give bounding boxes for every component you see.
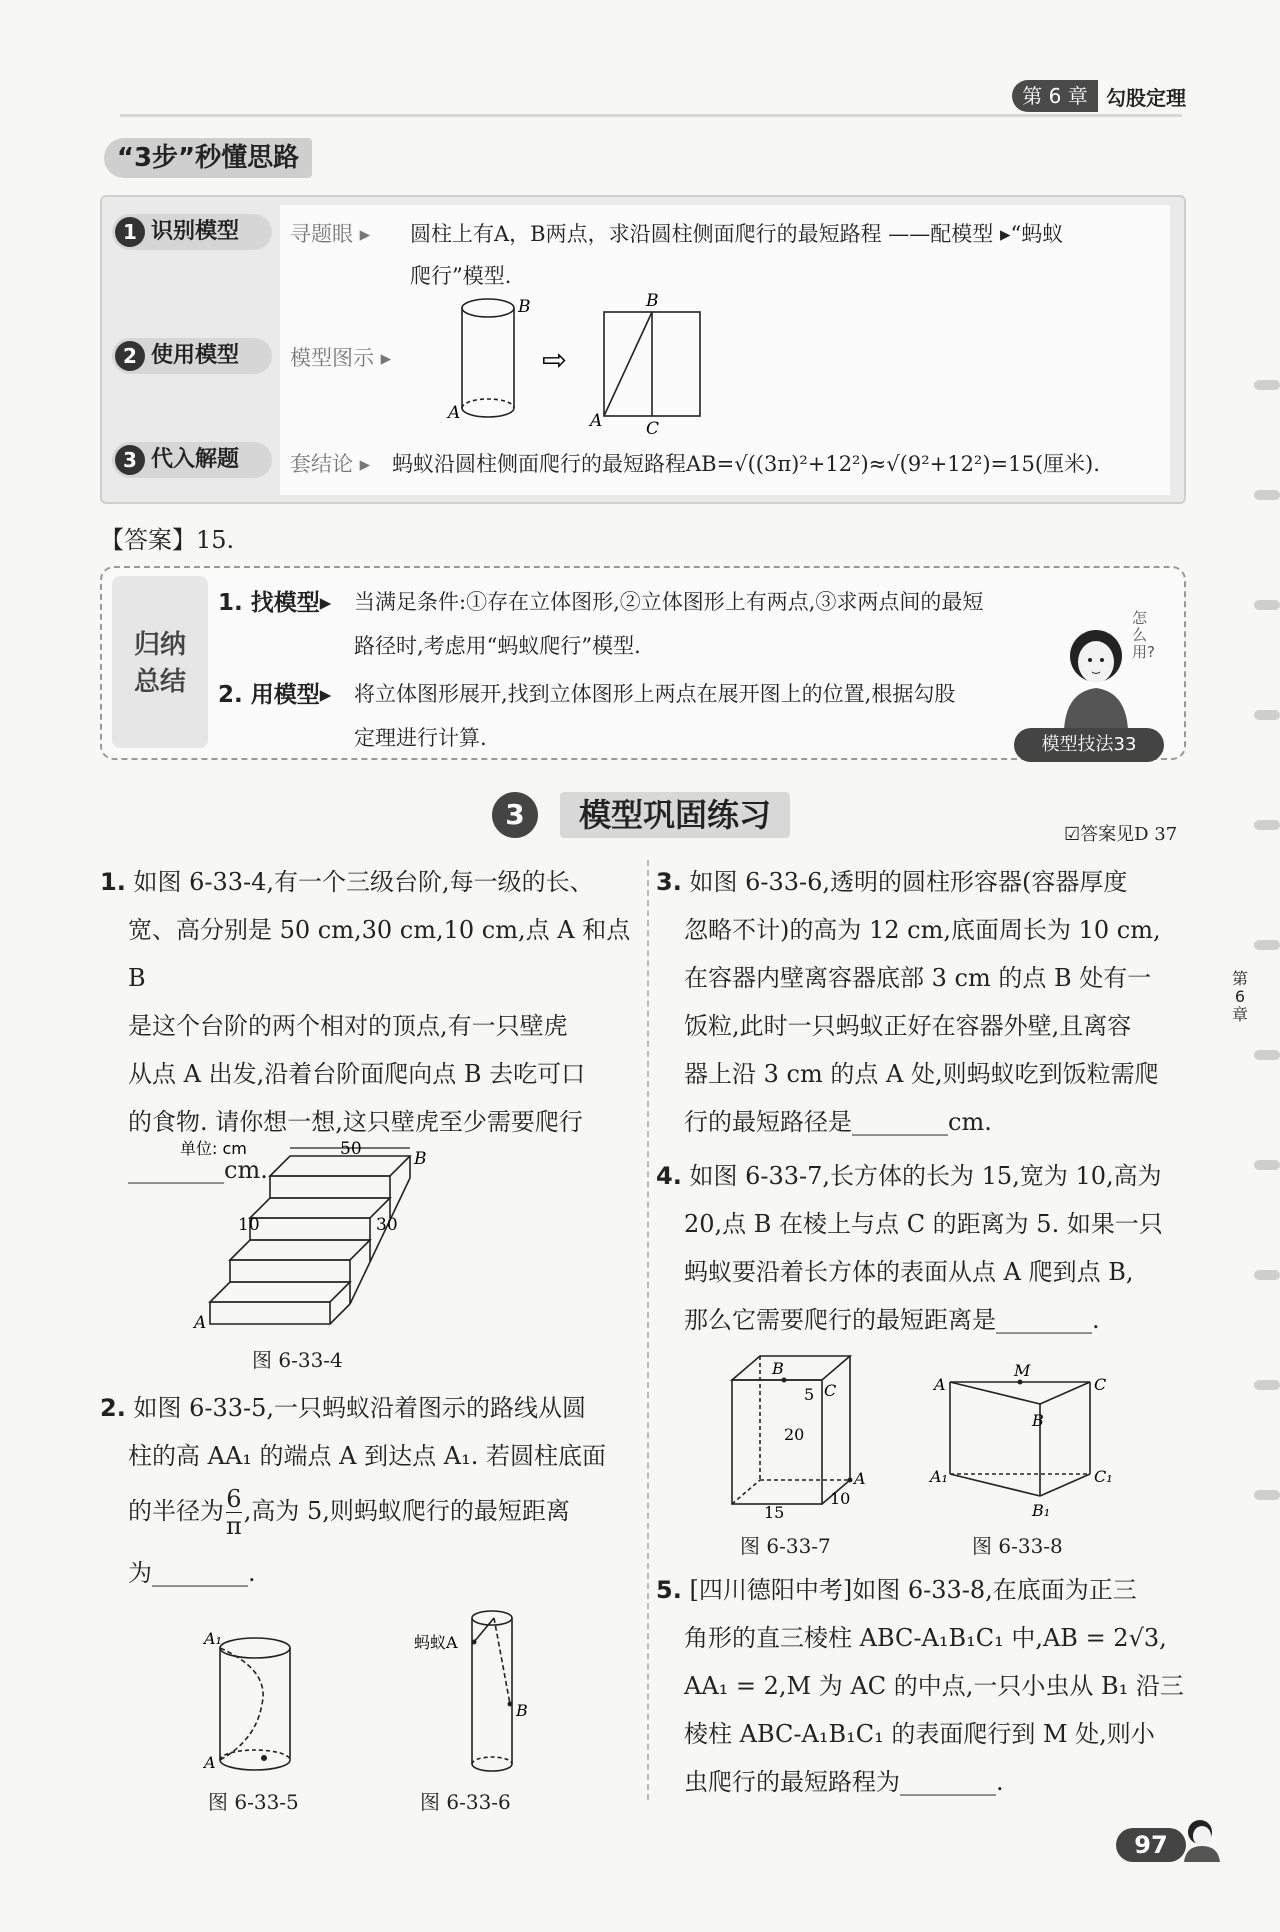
step-badge-solve bbox=[112, 442, 272, 478]
question-line: 是这个台阶的两个相对的顶点,有一只壁虎 bbox=[128, 1012, 568, 1040]
question-number: 5. bbox=[656, 1576, 682, 1604]
model-figure bbox=[440, 290, 720, 440]
question-line: 那么它需要爬行的最短距离是________. bbox=[684, 1306, 1100, 1334]
label-A: A bbox=[448, 403, 461, 423]
question-line: 在容器内壁离容器底部 3 cm 的点 B 处有一 bbox=[684, 964, 1152, 992]
edge-mark bbox=[1254, 490, 1280, 500]
step-label: 使用模型 bbox=[151, 343, 240, 368]
unit-label: 单位: cm bbox=[180, 1139, 247, 1158]
unrolled-rectangle bbox=[604, 312, 700, 416]
figure-caption: 图 6-33-7 bbox=[740, 1534, 831, 1558]
step-number: 3 bbox=[115, 445, 145, 475]
summary-find-text-cont: 路径时,考虑用“蚂蚁爬行”模型. bbox=[354, 634, 641, 658]
summary-use-text-cont: 定理进行计算. bbox=[354, 726, 487, 750]
label-5: 5 bbox=[804, 1385, 815, 1404]
page-number: 97 bbox=[1116, 1828, 1186, 1862]
figure-caption: 图 6-33-8 bbox=[972, 1534, 1063, 1558]
label-B: B bbox=[518, 297, 531, 317]
label-ant-A: 蚂蚁A bbox=[414, 1633, 458, 1652]
question-line: 角形的直三棱柱 ABC-A₁B₁C₁ 中,AB = 2√3, bbox=[684, 1624, 1167, 1652]
question-line: 虫爬行的最短路程为________. bbox=[684, 1768, 1004, 1796]
summary-use-heading: 2. 用模型▸ bbox=[218, 682, 332, 708]
girl-illustration bbox=[1050, 612, 1142, 730]
section-number: 3 bbox=[492, 792, 538, 838]
label-A: A bbox=[590, 411, 603, 431]
question-line: 5. [四川德阳中考]如图 6-33-8,在底面为正三 bbox=[656, 1576, 1137, 1604]
width-label: 30 bbox=[376, 1215, 398, 1235]
figure-6-33-6-cylinder bbox=[412, 1604, 532, 1780]
technique-badge: 模型技法33 bbox=[1014, 728, 1164, 762]
label-20: 20 bbox=[784, 1425, 805, 1444]
question-line: 忽略不计)的高为 12 cm,底面周长为 10 cm, bbox=[684, 916, 1161, 944]
length-label: 50 bbox=[340, 1139, 362, 1159]
summary-label-line1: 归纳 bbox=[133, 630, 186, 660]
question-line: 从点 A 出发,沿着台阶面爬向点 B 去吃可口 bbox=[128, 1060, 586, 1088]
step-number: 1 bbox=[115, 217, 145, 247]
figure-6-33-8-prism bbox=[930, 1361, 1113, 1522]
figure-6-33-7-box bbox=[720, 1350, 870, 1520]
question-line: 饭粒,此时一只蚂蚁正好在容器外壁,且离容 bbox=[684, 1012, 1132, 1040]
question-line: 20,点 B 在棱上与点 C 的距离为 5. 如果一只 bbox=[684, 1210, 1163, 1238]
question-line: 器上沿 3 cm 的点 A 处,则蚂蚁吃到饭粒需爬 bbox=[684, 1060, 1159, 1088]
step-number: 2 bbox=[115, 341, 145, 371]
question-line: 行的最短路径是________cm. bbox=[684, 1108, 992, 1136]
step3-text: 蚂蚁沿圆柱侧面爬行的最短路程AB=√((3π)²+12²)≈√(9²+12²)=15(厘米). bbox=[392, 452, 1100, 476]
answer: 【答案】15. bbox=[100, 526, 235, 554]
height-label: 10 bbox=[238, 1215, 260, 1235]
summary-find-heading: 1. 找模型▸ bbox=[218, 590, 332, 616]
question-line: 棱柱 ABC-A₁B₁C₁ 的表面爬行到 M 处,则小 bbox=[684, 1720, 1155, 1748]
summary-label-line2: 总结 bbox=[133, 667, 186, 697]
label-C: C bbox=[646, 419, 660, 439]
label-A: A bbox=[194, 1313, 207, 1333]
question-line: 的半径为 $\frac{6}{\pi}$ ,高为 5,则蚂蚁爬行的最短距离 bbox=[128, 1485, 570, 1540]
step-badge-identify bbox=[112, 214, 272, 250]
figure-caption: 图 6-33-6 bbox=[420, 1790, 511, 1814]
question-5 bbox=[656, 1566, 1216, 1806]
edge-mark bbox=[1254, 1160, 1280, 1170]
label-A: A bbox=[854, 1469, 866, 1488]
label-B: B bbox=[414, 1149, 427, 1169]
question-line: 3. 如图 6-33-6,透明的圆柱形容器(容器厚度 bbox=[656, 868, 1128, 896]
question-2 bbox=[100, 1384, 640, 1597]
edge-mark bbox=[1254, 1380, 1280, 1390]
label-C: C bbox=[824, 1381, 837, 1400]
question-number: 4. bbox=[656, 1162, 682, 1190]
question-line: 1. 如图 6-33-4,有一个三级台阶,每一级的长、 bbox=[100, 868, 594, 896]
label-A1: A₁ bbox=[204, 1629, 222, 1648]
question-number: 1. bbox=[100, 868, 126, 896]
question-line: 柱的高 AA₁ 的端点 A 到达点 A₁. 若圆柱底面 bbox=[128, 1442, 606, 1470]
edge-mark bbox=[1254, 710, 1280, 720]
question-line: 宽、高分别是 50 cm,30 cm,10 cm,点 A 和点 B bbox=[128, 916, 631, 992]
summary-find-text: 当满足条件:①存在立体图形,②立体图形上有两点,③求两点间的最短 bbox=[354, 590, 984, 614]
step2-tag: 模型图示 ▸ bbox=[290, 346, 392, 370]
label-M: M bbox=[1014, 1361, 1031, 1380]
label-B: B bbox=[646, 291, 659, 311]
label-C: C bbox=[1094, 1375, 1107, 1394]
arrow-icon: ⇨ bbox=[542, 343, 568, 378]
figure-6-33-5-cylinder bbox=[200, 1630, 310, 1780]
cylinder-figure bbox=[462, 299, 514, 417]
boy-illustration bbox=[1176, 1812, 1226, 1862]
label-A1: A₁ bbox=[930, 1467, 948, 1486]
step3-tag: 套结论 ▸ bbox=[290, 452, 371, 476]
edge-mark bbox=[1254, 600, 1280, 610]
edge-mark bbox=[1254, 1270, 1280, 1280]
label-A: A bbox=[934, 1375, 946, 1394]
summary-label bbox=[112, 576, 208, 748]
figure-caption: 图 6-33-4 bbox=[252, 1348, 343, 1372]
question-line: AA₁ = 2,M 为 AC 的中点,一只小虫从 B₁ 沿三 bbox=[684, 1672, 1184, 1700]
step1-text: 圆柱上有A，B两点，求沿圆柱侧面爬行的最短路程 ——配模型 ▸“蚂蚁 bbox=[410, 222, 1064, 246]
header-rule bbox=[120, 114, 1182, 117]
question-line: 蚂蚁要沿着长方体的表面从点 A 爬到点 B, bbox=[684, 1258, 1134, 1286]
column-divider bbox=[647, 860, 649, 1800]
figure-6-33-4-stairs bbox=[180, 1139, 440, 1333]
edge-mark bbox=[1254, 1490, 1280, 1500]
chapter-title: 勾股定理 bbox=[1106, 86, 1186, 110]
label-B: B bbox=[516, 1701, 528, 1720]
label-B: B bbox=[772, 1359, 784, 1378]
label-10: 10 bbox=[830, 1489, 851, 1508]
chapter-tab: 第 6 章 bbox=[1012, 80, 1098, 112]
edge-mark bbox=[1254, 940, 1280, 950]
step1-tag: 寻题眼 ▸ bbox=[290, 222, 371, 246]
step-badge-use bbox=[112, 338, 272, 374]
step-label: 代入解题 bbox=[151, 447, 240, 472]
edge-mark bbox=[1254, 820, 1280, 830]
label-C1: C₁ bbox=[1094, 1467, 1113, 1486]
label-15: 15 bbox=[764, 1503, 785, 1522]
figure-caption: 图 6-33-5 bbox=[208, 1790, 299, 1814]
side-chapter-tab: 第6章 bbox=[1231, 969, 1248, 1024]
step-label: 识别模型 bbox=[151, 219, 240, 244]
summary-use-text: 将立体图形展开,找到立体图形上两点在展开图上的位置,根据勾股 bbox=[354, 682, 956, 706]
label-A: A bbox=[204, 1753, 216, 1772]
edge-mark bbox=[1254, 380, 1280, 390]
question-line: 2. 如图 6-33-5,一只蚂蚁沿着图示的路线从圆 bbox=[100, 1394, 587, 1422]
label-B: B bbox=[1032, 1411, 1044, 1430]
step1-text-cont: 爬行”模型. bbox=[410, 264, 512, 288]
question-3 bbox=[656, 858, 1216, 1146]
steps-title: “3步”秒懂思路 bbox=[104, 138, 312, 178]
answer-reference: ☑答案见D 37 bbox=[1064, 824, 1178, 845]
question-line: 的食物. 请你想一想,这只壁虎至少需要爬行 bbox=[128, 1108, 583, 1136]
label-B1: B₁ bbox=[1032, 1501, 1051, 1520]
edge-mark bbox=[1254, 1050, 1280, 1060]
fraction: $\frac{6}{\pi}$ bbox=[226, 1485, 242, 1540]
question-line: 4. 如图 6-33-7,长方体的长为 15,宽为 10,高为 bbox=[656, 1162, 1162, 1190]
question-number: 3. bbox=[656, 868, 682, 896]
question-4 bbox=[656, 1152, 1216, 1344]
question-line: ________cm. bbox=[128, 1156, 268, 1184]
question-number: 2. bbox=[100, 1394, 126, 1422]
question-line: 为________. bbox=[128, 1559, 256, 1587]
summary-side-text: 怎么用? bbox=[1132, 609, 1155, 661]
section-title: 模型巩固练习 bbox=[560, 792, 790, 838]
